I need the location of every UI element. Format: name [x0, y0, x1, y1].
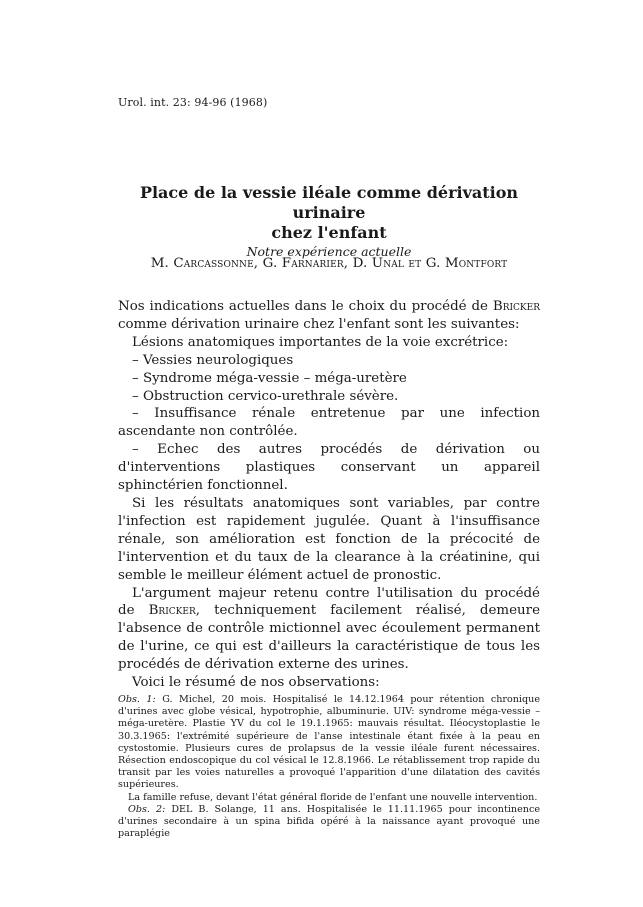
journal-citation: Urol. int. 23: 94-96 (1968): [118, 96, 268, 109]
paragraph-lesions: Lésions anatomiques importantes de la voie excrétrice:: [132, 334, 509, 350]
article-body: [118, 298, 540, 840]
paragraph-intro-text-b: comme dérivation urinaire chez l'enfant sont les suivantes:: [118, 316, 520, 332]
author-list: M. Carcassonne, G. Farnarier, D. Unal et G. Montfort: [150, 256, 508, 271]
observation-text: DEL B. Solange, 11 ans. Hospitalisée le 11.11.1965 pour incontinence d'urines secondaire à un spina bifida opéré à la naissance ayant provoqué une paraplégie: [118, 803, 540, 840]
observations-section: [118, 694, 540, 840]
article-title: [118, 183, 540, 243]
list-item: – Echec des autres procédés de dérivation ou d'interventions plastiques conservant un appareil sphinctérien fonctionnel.: [118, 442, 540, 494]
author-name-bricker: Bricker: [148, 603, 196, 619]
list-item: – Obstruction cervico-urethrale sévère.: [132, 388, 399, 404]
list-item: – Insuffisance rénale entretenue par une infection ascendante non contrôlée.: [118, 406, 540, 440]
list-item: – Syndrome méga-vessie – méga-uretère: [132, 370, 407, 386]
paragraph-argument: [118, 585, 540, 675]
observation-label: Obs. 2:: [128, 803, 166, 815]
paragraph-intro-text-a: Nos indications actuelles dans le choix du procédé de: [118, 299, 493, 314]
paragraph-observations-intro: Voici le résumé de nos observations:: [132, 675, 380, 691]
list-item: – Vessies neurologiques: [132, 352, 294, 368]
observation-1: [118, 694, 540, 792]
observation-label: Obs. 1:: [118, 693, 156, 705]
paragraph-results: Si les résultats anatomiques sont variables, par contre l'infection est rapidement jugulée. Quant à l'insuffisance rénale, son amélioration est fonction de la précocité de l'intervention et du taux de la clearance à la créatinine, qui semble le meilleur élément actuel de pronostic.: [118, 495, 540, 583]
paragraph-argument-text-a: L'argument majeur retenu contre l'utilisation du procédé de: [118, 585, 540, 619]
observation-1-conclusion: La famille refuse, devant l'état général floride de l'enfant une nouvelle intervention.: [128, 791, 538, 803]
title-line-2: chez l'enfant: [271, 223, 387, 242]
article-subtitle: Notre expérience actuelle: [246, 244, 412, 259]
observation-text: G. Michel, 20 mois. Hospitalisé le 14.12.1964 pour rétention chronique d'urines avec globe vésical, hypotrophie, albuminurie. UIV: syndrome méga-vessie – méga-uretère. Plastie YV du col le 19.1.1965: mauvais résultat. Iléocystoplastie le 30.3.1965: l'extrémité supérieure de l'anse intestinale étant fixée à la peau en cystostomie. Plusieurs cures de prolapsus de la vessie iléale furent nécessaires. Résection endoscopique du col vésical le 12.8.1966. Le rétablissement trop rapide du transit par les voies naturelles a provoqué l'apparition d'une dilatation des cavités supérieures.: [118, 693, 541, 791]
title-line-1: Place de la vessie iléale comme dérivation urinaire: [139, 183, 519, 222]
observation-2: [118, 804, 540, 841]
paragraph-intro: [118, 298, 540, 334]
author-name-bricker: Bricker: [492, 299, 540, 314]
paragraph-argument-text-b: , techniquement facilement réalisé, demeure l'absence de contrôle mictionnel avec écoulement permanent de l'urine, ce qui est d'ailleurs la caractéristique de tous les procédés de dérivation externe des urines.: [118, 603, 540, 673]
title-block: [118, 183, 540, 260]
